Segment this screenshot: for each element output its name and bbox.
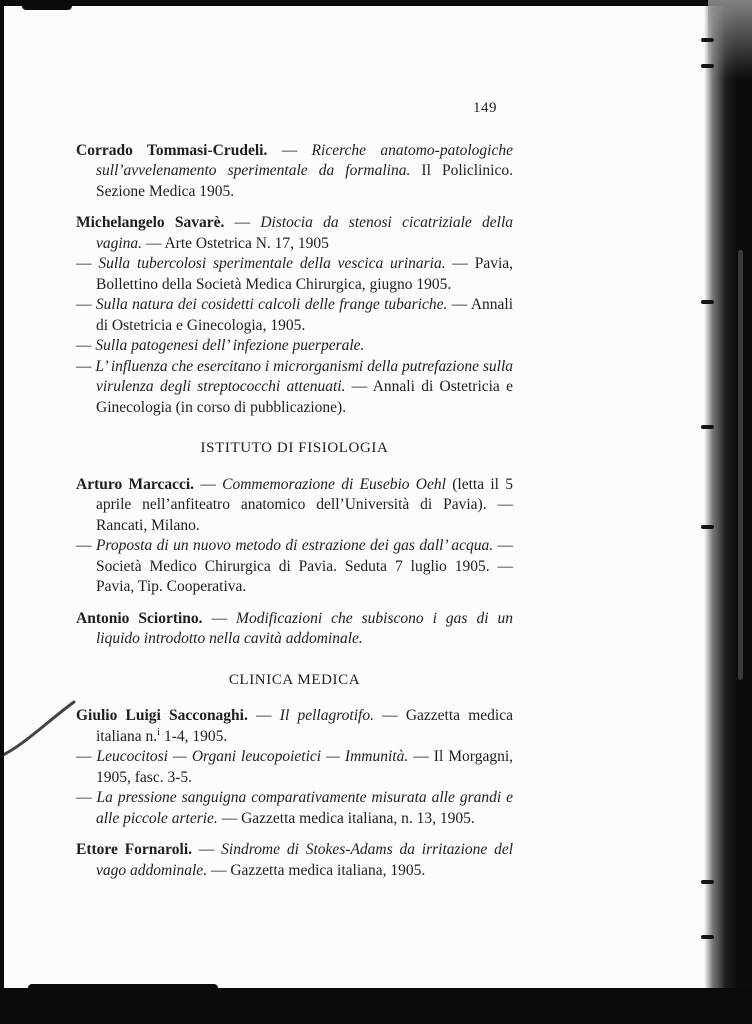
entry-paragraph [76,213,513,254]
text-run-normal: — [76,296,96,313]
text-run-normal: — Annali di Ostetricia e Ginecologia, 1905. [96,296,514,334]
text-run-normal: — Gazzetta medica italiana, n. 13, 1905. [217,809,475,827]
text-run-italic: Leucocitosi — Organi leucopoietici — Immunità. [96,748,409,765]
binding-tick [701,64,714,68]
text-run-italic: Distocia da stenosi cicatriziale della vagina. [96,214,514,252]
text-run-italic: Modificazioni che subiscono i gas di un liquido introdotto nella cavità addominale. [96,609,513,647]
entry-paragraph [76,747,513,788]
scan-edge-top [0,0,752,6]
text-run-normal: — Gazzetta medica italiana, 1905. [207,861,426,879]
entry-paragraph [76,788,513,829]
entry-paragraph [76,357,513,419]
text-run-bold: Arturo Marcacci. [76,475,195,493]
text-run-bold: Ettore Fornaroli. [76,841,193,858]
entry-paragraph [76,609,513,650]
text-run-normal: — Pavia, Bollettino della Società Medica Chirurgica, giugno 1905. [96,255,514,293]
bibliography [76,141,513,882]
bibliography-entry [76,706,513,829]
text-run-italic: Sulla natura dei cosidetti calcoli delle frange tubariche. [95,296,448,313]
text-run-normal: — [267,141,312,159]
text-run-italic: L’ influenza che esercitano i microrganismi della putrefazione sulla virulenza degli streptococchi attenuati. [95,357,514,395]
text-run-normal: — [76,748,97,765]
text-run-normal: — [202,609,237,627]
text-run-normal: Il Policlinico. Sezione Medica 1905. [96,162,513,200]
text-run-normal: — [247,707,280,724]
text-run-italic: Ricerche anatomo-patologiche sull’avvelenamento sperimentale da formalina. [96,141,513,179]
text-run-normal: — [192,841,222,858]
bibliography-entry [76,609,513,650]
text-run-bold: Antonio Sciortino. [76,609,203,627]
text-run-normal: — Arte Ostetrica N. 17, 1905 [142,234,329,252]
bibliography-entry [76,213,513,418]
entry-paragraph [76,295,513,336]
binding-tick [701,935,714,939]
text-run-normal: — Il Morgagni, 1905, fasc. 3-5. [96,748,513,786]
text-run-normal: (letta il 5 aprile nell’anfiteatro anatomico dell’Università di Pavia). — Rancati, Milano. [96,475,514,534]
text-run-sup: i [157,726,161,738]
binding-shadow-top [708,0,752,80]
scan-edge-bottom [0,988,752,1024]
text-run-bold: Michelangelo Savarè. [76,214,225,231]
entry-paragraph [76,706,513,747]
text-run-normal: — [76,789,97,806]
text-run-normal: — [76,357,96,375]
entry-paragraph [76,536,513,598]
binding-tick [701,525,714,529]
text-run-normal: — [76,337,96,354]
text-run-italic: La pressione sanguigna comparativamente misurata alle grandi e alle piccole arterie. [96,789,514,827]
binding-highlight-streak [738,250,743,680]
binding-tick [701,880,714,884]
entry-paragraph [76,336,513,357]
text-run-normal: — Gazzetta medica italiana n. [96,707,514,745]
bibliography-entry [76,840,513,881]
text-run-normal: — Società Medico Chirurgica di Pavia. Seduta 7 luglio 1905. — Pavia, Tip. Cooperativa. [96,537,514,595]
binding-tick [701,38,714,42]
text-run-italic: Proposta di un nuovo metodo di estrazione dei gas dall’ acqua. [95,537,494,554]
scan-edge-top-blob [22,0,72,10]
entry-paragraph [76,254,513,295]
book-binding-edge [704,0,752,1024]
text-run-italic: Commemorazione di Eusebio Oehl [222,475,446,493]
binding-tick [701,425,714,429]
bibliography-entry [76,141,513,203]
text-run-normal: — [194,475,223,493]
text-run-normal: — [76,255,99,272]
text-run-normal: 1-4, 1905. [160,727,228,745]
section-heading: ISTITUTO DI FISIOLOGIA [200,440,389,456]
page-number: 149 [473,100,497,116]
text-run-bold: Corrado Tommasi-Crudeli. [76,141,268,159]
text-run-italic: Il pellagrotifo. [279,707,374,724]
text-run-normal: — [76,537,96,554]
text-run-italic: Sulla tubercolosi sperimentale della vescica urinaria. [98,255,446,272]
pen-mark [0,695,82,765]
text-run-normal: — [224,214,261,231]
scan-edge-left [0,0,4,992]
text-run-italic: Sulla patogenesi dell’ infezione puerperale. [95,337,365,354]
text-run-bold: Giulio Luigi Sacconaghi. [76,707,248,724]
text-run-normal: — Annali di Ostetricia e Ginecologia (in corso di pubblicazione). [96,378,513,416]
bibliography-entry [76,475,513,598]
entry-paragraph [76,840,513,881]
entry-paragraph [76,475,513,537]
entry-paragraph [76,141,513,203]
text-column [76,98,513,892]
binding-tick [701,300,714,304]
text-run-italic: Sindrome di Stokes-Adams da irritazione del vago addominale. [96,841,514,879]
section-heading: CLINICA MEDICA [228,671,361,688]
